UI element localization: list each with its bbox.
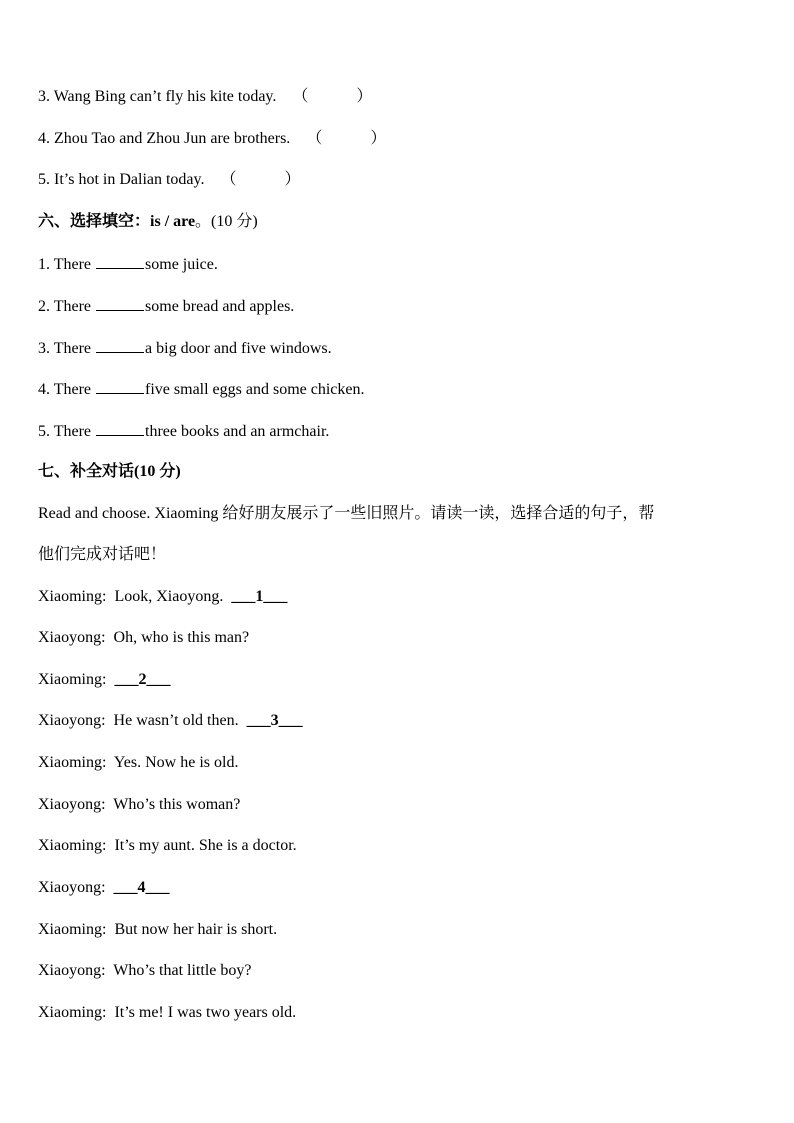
dialogue-line: [38, 670, 170, 690]
dialogue-speaker: Xiaoming:: [38, 921, 107, 938]
dialogue-line: [38, 1003, 296, 1023]
dialogue-speaker: Xiaoyong:: [38, 962, 106, 979]
section-6-title-prefix: 六、选择填空：: [38, 213, 151, 230]
fill-item-after: some juice.: [145, 256, 218, 273]
fill-blank[interactable]: [96, 421, 144, 436]
answer-blank-2[interactable]: ___2___: [114, 671, 171, 688]
fill-item-before: 3. There: [38, 340, 92, 357]
dialogue-speaker: Xiaoming:: [38, 1004, 107, 1021]
fill-item-before: 4. There: [38, 381, 92, 398]
dialogue-speaker: Xiaoming:: [38, 754, 107, 771]
judge-item-5: [38, 170, 301, 190]
fill-item-2: [38, 296, 294, 317]
fill-item-1: [38, 254, 218, 275]
dialogue-line: [38, 795, 240, 815]
dialogue-line: [38, 753, 238, 773]
dialogue-text: Who’s this woman?: [113, 796, 241, 813]
fill-item-after: five small eggs and some chicken.: [145, 381, 365, 398]
dialogue-line: [38, 587, 287, 607]
dialogue-line: [38, 711, 303, 731]
section-6-title: [38, 212, 258, 232]
dialogue-text: Who’s that little boy?: [113, 962, 252, 979]
dialogue-speaker: Xiaoyong:: [38, 796, 106, 813]
fill-blank[interactable]: [96, 379, 144, 394]
section-6-title-bold: is / are: [150, 213, 196, 230]
dialogue-speaker: Xiaoyong:: [38, 629, 106, 646]
answer-blank-1[interactable]: ___1___: [231, 588, 288, 605]
answer-blank-3[interactable]: ___3___: [246, 712, 303, 729]
fill-item-after: some bread and apples.: [145, 298, 295, 315]
fill-blank[interactable]: [96, 296, 144, 311]
dialogue-line: [38, 836, 297, 856]
fill-item-3: [38, 338, 332, 359]
section-6-title-suffix: 。(10 分): [195, 213, 258, 230]
answer-blank-4[interactable]: ___4___: [113, 879, 170, 896]
dialogue-text: Oh, who is this man?: [113, 629, 250, 646]
fill-blank[interactable]: [96, 338, 144, 353]
fill-item-4: [38, 379, 365, 400]
fill-item-after: a big door and five windows.: [145, 340, 332, 357]
dialogue-speaker: Xiaoyong:: [38, 712, 106, 729]
judge-item-text: 4. Zhou Tao and Zhou Jun are brothers.: [38, 130, 291, 147]
fill-blank[interactable]: [96, 254, 144, 269]
dialogue-line: [38, 961, 251, 981]
dialogue-text: It’s me! I was two years old.: [114, 1004, 297, 1021]
judge-item-3: [38, 87, 372, 107]
fill-item-before: 1. There: [38, 256, 92, 273]
answer-parentheses[interactable]: （ ）: [306, 130, 387, 147]
fill-item-before: 2. There: [38, 298, 92, 315]
dialogue-line: [38, 628, 249, 648]
dialogue-text: Look, Xiaoyong.: [114, 588, 224, 605]
dialogue-text: But now her hair is short.: [114, 921, 278, 938]
dialogue-text: He wasn’t old then.: [113, 712, 239, 729]
judge-item-text: 3. Wang Bing can’t fly his kite today.: [38, 88, 277, 105]
dialogue-line: [38, 920, 277, 940]
dialogue-speaker: Xiaoming:: [38, 671, 107, 688]
fill-item-after: three books and an armchair.: [145, 423, 330, 440]
dialogue-text: Yes. Now he is old.: [113, 754, 239, 771]
fill-item-before: 5. There: [38, 423, 92, 440]
dialogue-text: It’s my aunt. She is a doctor.: [114, 837, 297, 854]
dialogue-speaker: Xiaoming:: [38, 588, 107, 605]
judge-item-4: [38, 129, 386, 149]
section-7-instruction-line-2: 他们完成对话吧！: [38, 546, 167, 563]
answer-parentheses[interactable]: （ ）: [220, 171, 301, 188]
answer-parentheses[interactable]: （ ）: [292, 88, 373, 105]
dialogue-speaker: Xiaoming:: [38, 837, 107, 854]
fill-item-5: [38, 421, 329, 442]
section-7-title: 七、补全对话(10 分): [38, 463, 181, 480]
judge-item-text: 5. It’s hot in Dalian today.: [38, 171, 205, 188]
dialogue-line: [38, 878, 170, 898]
section-7-instruction-line-1: Read and choose. Xiaoming 给好朋友展示了一些旧照片。请读一读，选择合适的句子，帮: [38, 505, 655, 522]
dialogue-speaker: Xiaoyong:: [38, 879, 106, 896]
